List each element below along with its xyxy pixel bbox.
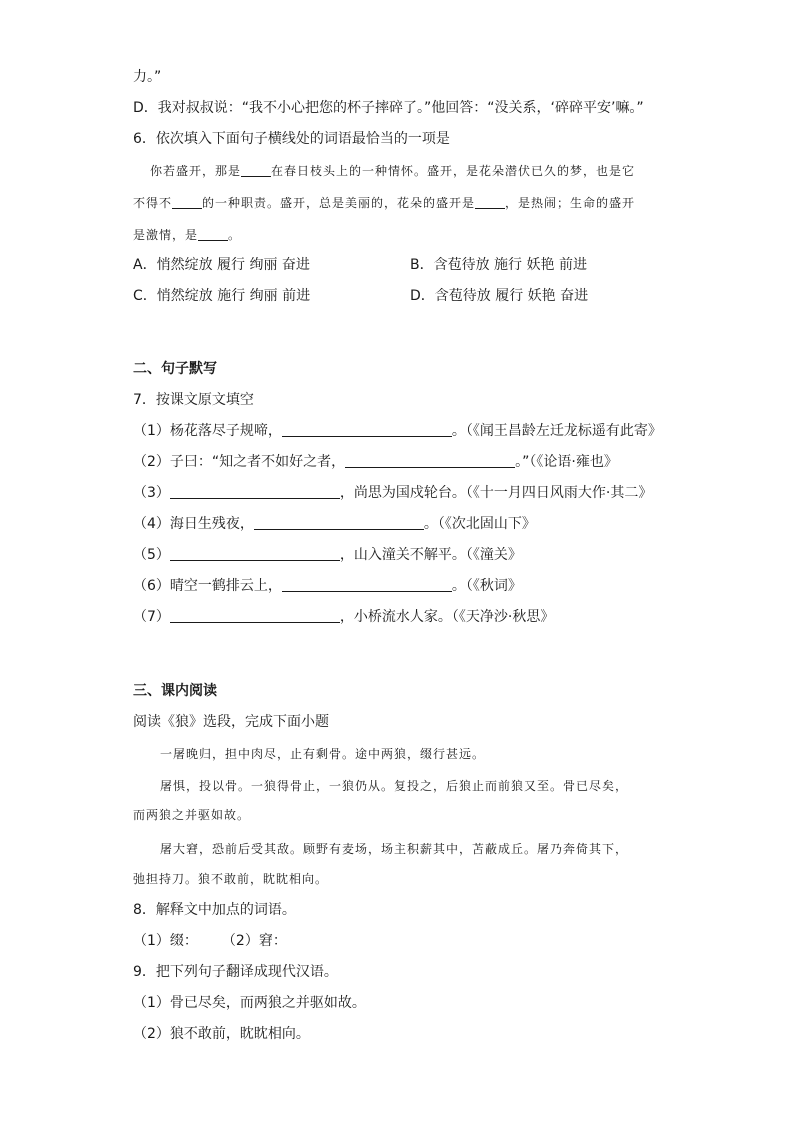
- fill-blank[interactable]: [170, 546, 340, 561]
- fill-blank[interactable]: [345, 453, 515, 468]
- q6-option-b[interactable]: B．含苞待放 施行 妖艳 前进: [410, 257, 587, 273]
- q6-text: 你若盛开，那是: [150, 164, 242, 178]
- q8-items: [133, 932, 287, 950]
- q7-item-1: （1）杨花落尽子规啼， 。（《闻王昌龄左迁龙标遥有此寄》: [133, 423, 662, 439]
- q6-text: 在春日枝头上的一种情怀。盛开，是花朵潜伏已久的梦，也是它: [271, 164, 636, 178]
- q6-passage-line-3: [133, 226, 241, 244]
- q7-stem: 7．按课文原文填空: [133, 392, 254, 408]
- q6-text: 不得不: [133, 196, 173, 210]
- q9-item-2: （2）狼不敢前，眈眈相向。: [133, 1026, 310, 1042]
- fill-blank[interactable]: [475, 194, 505, 209]
- q8-stem: 8．解释文中加点的词语。: [133, 902, 296, 918]
- q7-item-5: （5） ，山入潼关不解平。（《潼关》: [133, 547, 522, 563]
- reading-intro: 阅读《狼》选段，完成下面小题: [133, 714, 329, 730]
- fill-blank[interactable]: [198, 226, 228, 241]
- fill-blank[interactable]: [170, 484, 340, 499]
- q6-option-d[interactable]: D．含苞待放 履行 妖艳 奋进: [410, 288, 589, 304]
- q7-item-4: （4）海日生残夜， 。（《次北固山下》: [133, 516, 536, 532]
- q6-text: 是激情，是: [133, 228, 199, 242]
- q6-text: 。: [228, 228, 242, 242]
- q7-item-7: （7） ，小桥流水人家。（《天净沙·秋思》: [133, 609, 555, 625]
- q6-stem: 6．依次填入下面句子横线处的词语最恰当的一项是: [133, 131, 450, 147]
- q6-passage-line-1: [150, 162, 635, 180]
- q7-item-3: （3） ，尚思为国戍轮台。（《十一月四日风雨大作·其二》: [133, 485, 653, 501]
- q8-item-2: （2）窘：: [221, 933, 287, 949]
- fill-blank[interactable]: [241, 162, 271, 177]
- passage-paragraph-3: 屠大窘，恐前后受其敌。顾野有麦场，场主积薪其中，苫蔽成丘。屠乃奔倚其下，: [160, 842, 629, 856]
- fill-blank[interactable]: [282, 577, 452, 592]
- q6-text: 的一种职责。盛开，总是美丽的，花朵的盛开是: [202, 196, 476, 210]
- fill-blank[interactable]: [254, 515, 424, 530]
- passage-paragraph-2: 屠惧，投以骨。一狼得骨止，一狼仍从。复投之，后狼止而前狼又至。骨已尽矣，: [160, 779, 629, 793]
- q6-option-a[interactable]: A．悄然绽放 履行 绚丽 奋进: [133, 257, 310, 273]
- fill-blank[interactable]: [170, 608, 340, 623]
- q5-option-d: D．我对叔叔说：“我不小心把您的杯子摔碎了。”他回答：“没关系，‘碎碎平安’嘛。”: [133, 100, 644, 116]
- q9-item-1: （1）骨已尽矣，而两狼之并驱如故。: [133, 995, 366, 1011]
- fill-blank[interactable]: [172, 194, 202, 209]
- continued-text: 力。”: [133, 69, 162, 85]
- q6-option-c[interactable]: C．悄然绽放 施行 绚丽 前进: [133, 288, 311, 304]
- section-title-3: 三、课内阅读: [133, 683, 217, 699]
- section-title-2: 二、句子默写: [133, 361, 217, 377]
- fill-blank[interactable]: [282, 422, 452, 437]
- passage-paragraph-1: 一屠晚归，担中肉尽，止有剩骨。途中两狼，缀行甚远。: [160, 747, 486, 761]
- q7-item-2: （2）子曰：“知之者不如好之者， 。”（《论语·雍也》: [133, 454, 618, 470]
- passage-paragraph-3-cont: 弛担持刀。狼不敢前，眈眈相向。: [133, 872, 329, 886]
- q7-item-6: （6）晴空一鹤排云上， 。（《秋词》: [133, 578, 522, 594]
- q8-item-1: （1）缀：: [133, 933, 198, 949]
- q9-stem: 9．把下列句子翻译成现代汉语。: [133, 964, 338, 980]
- q6-text: ，是热闹；生命的盛开: [505, 196, 636, 210]
- q6-passage-line-2: [133, 194, 635, 212]
- passage-paragraph-2-cont: 而两狼之并驱如故。: [133, 808, 251, 822]
